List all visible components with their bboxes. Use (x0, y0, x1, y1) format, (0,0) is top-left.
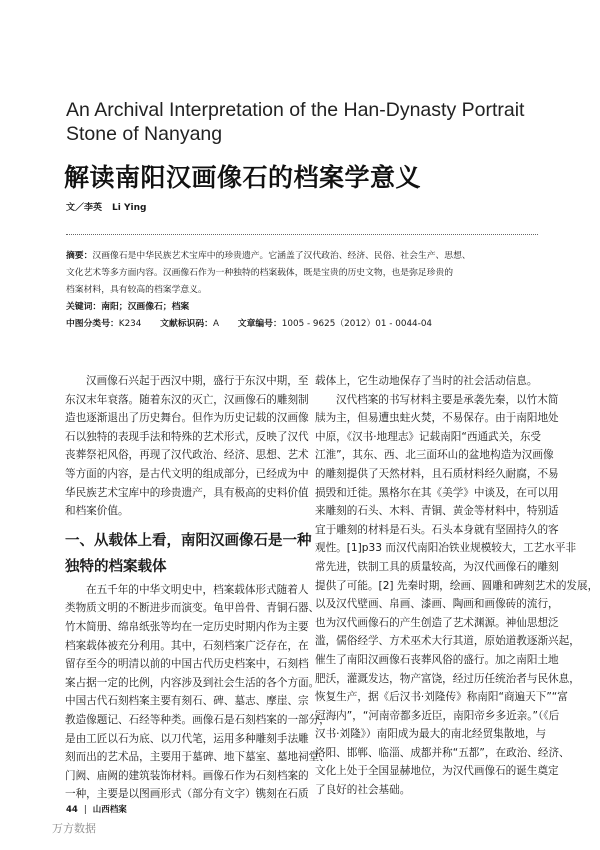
body-text-line: 留存至今的明清以前的中国古代历史档案中，石刻档 (65, 658, 309, 671)
body-text-line: 以及汉代壁画、帛画、漆画、陶画和画像砖的流行， (315, 598, 559, 611)
body-text-line: 肥沃，灌溉发达，物产富饶，经过历任统治者与民休息， (315, 672, 580, 685)
clc-value: K234 (118, 319, 142, 329)
clc-label: 中图分类号： (66, 319, 119, 329)
body-text-line: 东汉末年衰落。随着东汉的灭亡，汉画像石的雕刻制 (65, 393, 309, 406)
body-text-line: 一种，主要是以图画形式（部分有文字）镌刻在石质 (65, 788, 309, 801)
doc-code-value: A (212, 319, 219, 329)
body-text-line: 案占据一定的比例，内容涉及到社会生活的各个方面。 (65, 676, 320, 689)
body-text-line: 恢复生产，据《后汉书·刘隆传》称南阳“商遍天下”“富 (315, 691, 568, 704)
body-text-line: 等方面的内容，是古代文明的组成部分，已经成为中 (65, 467, 309, 480)
body-text-line: 提供了可能。[2] 先秦时期，绘画、圆雕和碑刻艺术的发展， (315, 579, 599, 592)
body-text-line: 江淮”，其东、西、北三面环山的盆地构造为汉画像 (315, 449, 554, 462)
body-text-line: 教造像题记、石经等种类。画像石是石刻档案的一部分， (65, 713, 330, 726)
body-text-line: 洛阳、邯郸、临淄、成都并称“五都”，在政治、经济、 (315, 746, 570, 759)
body-text-line: 石以独特的表现手法和特殊的艺术形式，反映了汉代 (65, 430, 309, 443)
body-text-line: 类物质文明的不断进步而演变。龟甲兽骨、青铜石器、 (65, 602, 320, 615)
body-text-line: 中国古代石刻档案主要有刻石、碑、墓志、摩崖、宗 (65, 695, 309, 708)
body-text-line: 文化上处于全国显赫地位，为汉代画像石的诞生奠定 (315, 765, 559, 778)
body-text-line: 观性。[1]p33 而汉代南阳冶铁业规模较大，工艺水平非 (315, 542, 577, 555)
body-text-line: 常先进，铁制工具的质量较高，为汉代画像石的雕刻 (315, 560, 559, 573)
body-text-line: 中原，《汉书·地理志》记载南阳“西通武关，东受 (315, 430, 542, 443)
body-text-line: 滥，儒俗经学、方术巫术大行其道，原始道教逐渐兴起， (315, 635, 580, 648)
watermark: 万方数据 (52, 822, 96, 835)
body-text-line: 竹木简册、绵帛纸张等均在一定历史时期内作为主要 (65, 620, 309, 633)
body-text-line: 冠海内”，“河南帝都多近臣，南阳帝乡多近亲。”（《后 (315, 709, 560, 722)
abstract-label: 摘要： (66, 251, 93, 261)
keywords-line (66, 301, 189, 313)
page-footer: 44 | 山西档案 (66, 805, 127, 815)
body-text-line: 和档案价值。 (65, 505, 129, 518)
dotted-divider (66, 234, 538, 235)
body-text-line: 造也逐渐退出了历史舞台。但作为历史记载的汉画像 (65, 412, 309, 425)
body-text-line: 汉书·刘隆》）南阳成为最大的南北经贸集散地，与 (315, 728, 547, 741)
section-heading: 独特的档案载体 (65, 558, 167, 575)
body-text-line: 汉画像石兴起于西汉中期，盛行于东汉中期，至 (86, 375, 309, 387)
body-text-line: 催生了南阳汉画像石丧葬风俗的盛行。加之南阳土地 (315, 653, 559, 666)
body-text-line: 载体上，它生动地保存了当时的社会活动信息。 (315, 375, 538, 387)
body-text-line: 档案载体被充分利用。其中，石刻档案广泛存在，在 (65, 639, 309, 652)
abstract-line: 文化艺术等多方面内容。汉画像石作为一种独特的档案载体，既是宝贵的历史文物，也是弥足珍贵的 (66, 268, 454, 278)
left-column (65, 372, 330, 804)
body-text-line: 在五千年的中华文明史中，档案载体形式随着人 (86, 583, 309, 596)
journal-name: 山西档案 (92, 805, 127, 815)
body-text-line: 了良好的社会基础。 (315, 784, 411, 797)
classification-line (66, 318, 432, 330)
author-chinese: 文／李英 (66, 203, 103, 213)
abstract-text: 汉画像石是中华民族艺术宝库中的珍贵遗产。它涵盖了汉代政治、经济、民俗、社会生产、思想、 (92, 251, 471, 261)
author-english: Li Ying (112, 203, 147, 213)
abstract-line: 档案材料，具有较高的档案学意义。 (66, 285, 207, 295)
chinese-title: 解读南阳汉画像石的档案学意义 (64, 163, 422, 192)
body-text-line: 损毁和迁徙。黑格尔在其《美学》中谈及，在可以用 (315, 486, 559, 499)
body-text-line: 也为汉代画像石的产生创造了艺术渊源。神仙思想泛 (315, 616, 559, 629)
page-number: 44 (66, 805, 78, 815)
abstract-line (66, 250, 471, 262)
keywords-value: 南阳；汉画像石；档案 (101, 302, 190, 312)
body-text-line: 汉代档案的书写材料主要是承袭先秦，以竹木简 (336, 393, 559, 406)
body-text-line: 刻而出的艺术品，主要用于墓碑、地下墓室、墓地祠堂、 (65, 751, 330, 764)
body-text-line: 来雕刻的石头、木料、青铜、黄金等材料中，特别适 (315, 505, 559, 518)
body-text-line: 牍为主，但易遭虫蛀火焚，不易保存。由于南阳地处 (315, 412, 559, 425)
english-title: An Archival Interpretation of the Han-Dynasty Portrait Stone of Nanyang (66, 99, 525, 145)
article-no-value: 1005 - 9625（2012）01 - 0044-04 (281, 319, 433, 329)
right-column (315, 372, 599, 800)
body-text-line: 是由工匠以石为底、以刀代笔，运用多种雕刻手法雕 (65, 732, 309, 745)
body-text-line: 门阙、庙阙的建筑装饰材料。画像石作为石刻档案的 (65, 769, 309, 782)
section-heading: 一、从载体上看，南阳汉画像石是一种 (65, 532, 312, 549)
article-no-label: 文章编号： (237, 319, 282, 329)
keywords-label: 关键词： (66, 302, 102, 312)
body-text-line: 的雕刻提供了天然材料，且石质材料经久耐腐，不易 (315, 467, 559, 480)
doc-code-label: 文献标识码： (160, 319, 213, 329)
author-line (66, 200, 156, 213)
body-text-line: 丧葬祭祀风俗，再现了汉代政治、经济、思想、艺术 (65, 449, 309, 462)
body-text-line: 华民族艺术宝库中的珍贵遗产，具有极高的史料价值 (65, 486, 309, 499)
body-text-line: 宜于雕刻的材料是石头。石头本身就有坚固持久的客 (315, 523, 559, 536)
